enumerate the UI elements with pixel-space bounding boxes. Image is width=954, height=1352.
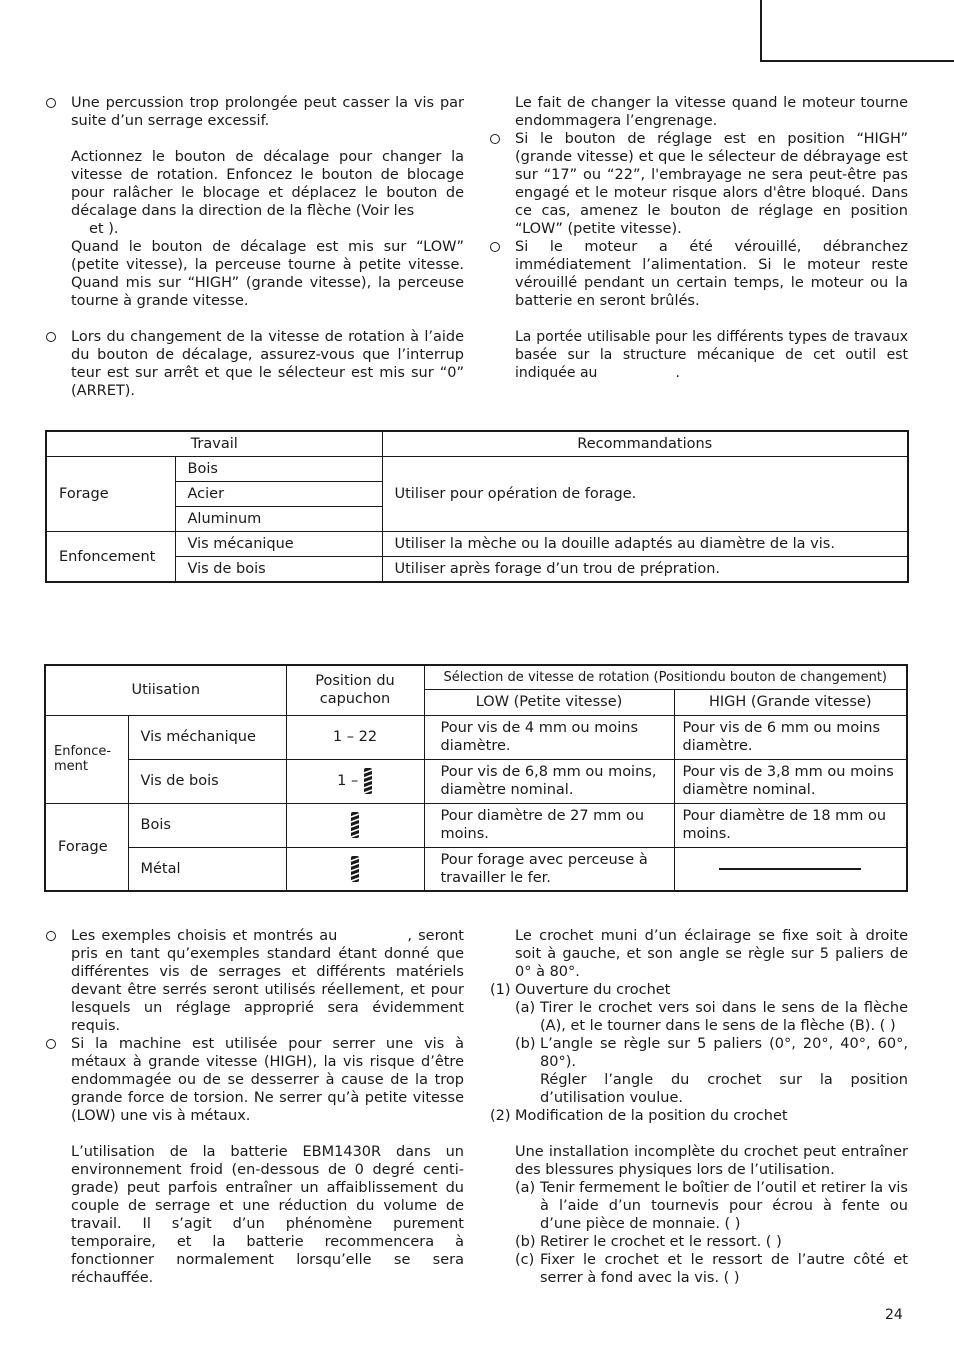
work-recommendation-table: [45, 430, 909, 583]
bullet-circle-icon: [490, 242, 500, 252]
application-text: La portée utilisable pour les différents types de travaux basée sur la structure mécanique de cet outil est indiquée au .: [515, 329, 908, 381]
substep-text: Fixer le crochet et le ressort de l’autre côté et serrer à fond avec la vis. ( ): [540, 1252, 908, 1286]
table-cell: Acier: [175, 482, 382, 507]
position-range-text: 1 –: [337, 773, 359, 789]
note-text: Lors du changement de la vitesse de rotation à l’aide du bouton de décalage, assurez-vous que l’interrup teur est sur arrêt et que le sélecteur est mis sur “0” (ARRET).: [71, 329, 464, 399]
table-header: Travail: [46, 431, 382, 457]
note-text: Les exemples choisis et montrés au , seront pris en tant qu’exemples standard étant donné que différentes vis de serrages et différents matériels devant être serrés seront utilisés réellement, et pour lesquels un réglage approprié sera évidemment requis.: [71, 928, 464, 1034]
lower-left-column: [46, 927, 464, 1287]
table-cell: [286, 759, 424, 803]
bullet-circle-icon: [46, 1039, 56, 1049]
upper-right-column: [490, 94, 908, 382]
substep-item: (b) Retirer le crochet et le ressort. ( ): [490, 1233, 908, 1251]
table-cell: Enfoncement: [46, 532, 175, 583]
table-cell: Pour forage avec perceuse à travailler le fer.: [424, 847, 674, 891]
substep-item: (b) L’angle se règle sur 5 paliers (0°, 20°, 40°, 60°, 80°). Régler l’angle du crochet sur la position d’utilisation voulue.: [515, 1036, 908, 1106]
table-cell: Utiliser pour opération de forage.: [382, 457, 908, 532]
page-number: 24: [885, 1307, 903, 1323]
hook-intro-text: Le crochet muni d’un éclairage se fixe soit à droite soit à gauche, et son angle se règle sur 5 paliers de 0° à 80°.: [515, 928, 908, 980]
speed-change-text: Actionnez le bouton de décalage pour changer la vitesse de rotation. Enfoncez le bouton de blocage pour ralâcher le blocage et déplacez le bouton de décalage dans la direction de la flèche (Voir les: [71, 149, 464, 219]
table-header: HIGH (Grande vitesse): [674, 689, 907, 715]
table-cell: [674, 847, 907, 891]
list-item: [46, 328, 464, 400]
table-cell: [286, 803, 424, 847]
table-header: Sélection de vitesse de rotation (Positiondu bouton de changement): [424, 665, 907, 689]
substep-text: Tirer le crochet vers soi dans le sens de la flèche (A), et le tourner dans le sens de la flèche (B). ( ): [540, 1000, 908, 1034]
substep-text: Tenir fermement le boîtier de l’outil et retirer la vis à l’aide d’un tournevis pour écrou à fente ou d’une pièce de monnaie. ( ): [540, 1180, 908, 1232]
step-title: Ouverture du crochet: [515, 982, 671, 998]
table-header: Recommandations: [382, 431, 908, 457]
table-cell: Pour diamètre de 27 mm ou moins.: [424, 803, 674, 847]
battery-text: L’utilisation de la batterie EBM1430R dans un environnement froid (en-dessous de 0 degré centi-grade) peut parfois entraîner un affaiblissement du couple de serrage et une réduction du volume de travail. Il s’agit d’un phénomène purement temporaire, et la batterie recommencera à fonctionner normalement lorsqu’elle se sera réchauffée.: [71, 1144, 464, 1286]
table-cell: Enfonce- ment: [45, 715, 128, 803]
substep-note: Régler l’angle du crochet sur la position d’utilisation voulue.: [540, 1072, 908, 1106]
table-cell: Pour vis de 6,8 mm ou moins, diamètre nominal.: [424, 759, 674, 803]
table-cell: Bois: [128, 803, 286, 847]
table-header: LOW (Petite vitesse): [424, 689, 674, 715]
substep-item: (a) Tirer le crochet vers soi dans le sens de la flèche (A), et le tourner dans le sens de la flèche (B). ( ): [515, 1000, 908, 1034]
table-cell: Pour diamètre de 18 mm ou moins.: [674, 803, 907, 847]
table-header: Utiisation: [45, 665, 286, 715]
table-cell: Pour vis de 4 mm ou moins diamètre.: [424, 715, 674, 759]
substep-text: Retirer le crochet et le ressort. ( ): [540, 1234, 782, 1250]
note-text: Si le bouton de réglage est en position “HIGH” (grande vitesse) et que le sélecteur de débrayage est sur “17” ou “22”, l'embrayage ne sera peut-être pas engagé et le moteur risque alors d'être bloqué. Dans ce cas, amenez le bouton de réglage en position “LOW” (petite vitesse).: [515, 131, 908, 237]
substep-text: L’angle se règle sur 5 paliers (0°, 20°, 40°, 60°, 80°).: [540, 1036, 908, 1070]
step-item: (2) Modification de la position du crochet: [490, 1107, 908, 1125]
caution-text: Une installation incomplète du crochet peut entraîner des blessures physiques lors de l’utilisation.: [515, 1144, 908, 1178]
table-cell: Forage: [45, 803, 128, 891]
speed-selection-table: [44, 664, 908, 892]
list-item: [46, 94, 464, 130]
bullet-circle-icon: [490, 134, 500, 144]
note-text: Une percussion trop prolongée peut casser la vis par suite d’un serrage excessif.: [71, 95, 464, 129]
list-item: [490, 238, 908, 310]
step-item: (1) Ouverture du crochet: [490, 981, 908, 999]
lower-right-column: [490, 927, 908, 1287]
table-cell: 1 – 22: [286, 715, 424, 759]
caution-text: Le fait de changer la vitesse quand le moteur tourne endommagera l’engrenage.: [515, 95, 908, 129]
list-item: [46, 927, 464, 1035]
table-cell: Utiliser après forage d’un trou de prépration.: [382, 557, 908, 583]
bullet-circle-icon: [46, 332, 56, 342]
table-header: Position du capuchon: [286, 665, 424, 715]
table-cell: Forage: [46, 457, 175, 532]
table-cell: Vis de bois: [175, 557, 382, 583]
table-cell: Aluminum: [175, 507, 382, 532]
not-applicable-dash: [719, 868, 861, 870]
note-text: Si le moteur a été vérouillé, débranchez immédiatement l’alimentation. Si le moteur reste vérouillé pendant un certain temps, le moteur ou la batterie en seront brûlés.: [515, 239, 908, 309]
substep-item: (c) Fixer le crochet et le ressort de l’autre côté et serrer à fond avec la vis. ( ): [515, 1252, 908, 1286]
table-cell: Utiliser la mèche ou la douille adaptés au diamètre de la vis.: [382, 532, 908, 557]
table-cell: Vis mécanique: [175, 532, 382, 557]
bullet-circle-icon: [46, 98, 56, 108]
drill-bit-icon: [363, 767, 373, 795]
figure-ref-text: et ).: [89, 221, 119, 237]
table-cell: Vis méchanique: [128, 715, 286, 759]
drill-bit-icon: [350, 855, 360, 883]
bullet-circle-icon: [46, 931, 56, 941]
table-cell: Bois: [175, 457, 382, 482]
list-item: [490, 130, 908, 238]
note-text: Si la machine est utilisée pour serrer une vis à métaux à grande vitesse (HIGH), la vis risque d’être endommagée ou de se desserrer à cause de la trop grande force de torsion. Ne serrer qu’à petite vitesse (LOW) une vis à métaux.: [71, 1036, 464, 1124]
table-cell: Métal: [128, 847, 286, 891]
step-title: Modification de la position du crochet: [515, 1108, 788, 1124]
chapter-tab: [760, 0, 954, 62]
list-item: [46, 1035, 464, 1125]
table-cell: Pour vis de 6 mm ou moins diamètre.: [674, 715, 907, 759]
substep-item: (a) Tenir fermement le boîtier de l’outil et retirer la vis à l’aide d’un tournevis pour écrou à fente ou d’une pièce de monnaie. ( ): [515, 1180, 908, 1232]
upper-left-column: [46, 94, 464, 400]
table-cell: Pour vis de 3,8 mm ou moins diamètre nominal.: [674, 759, 907, 803]
low-high-text: Quand le bouton de décalage est mis sur “LOW” (petite vitesse), la perceuse tourne à petite vitesse. Quand mis sur “HIGH” (grande vitesse), la perceuse tourne à grande vitesse.: [71, 239, 464, 309]
drill-bit-icon: [350, 811, 360, 839]
table-cell: [286, 847, 424, 891]
table-cell: Vis de bois: [128, 759, 286, 803]
